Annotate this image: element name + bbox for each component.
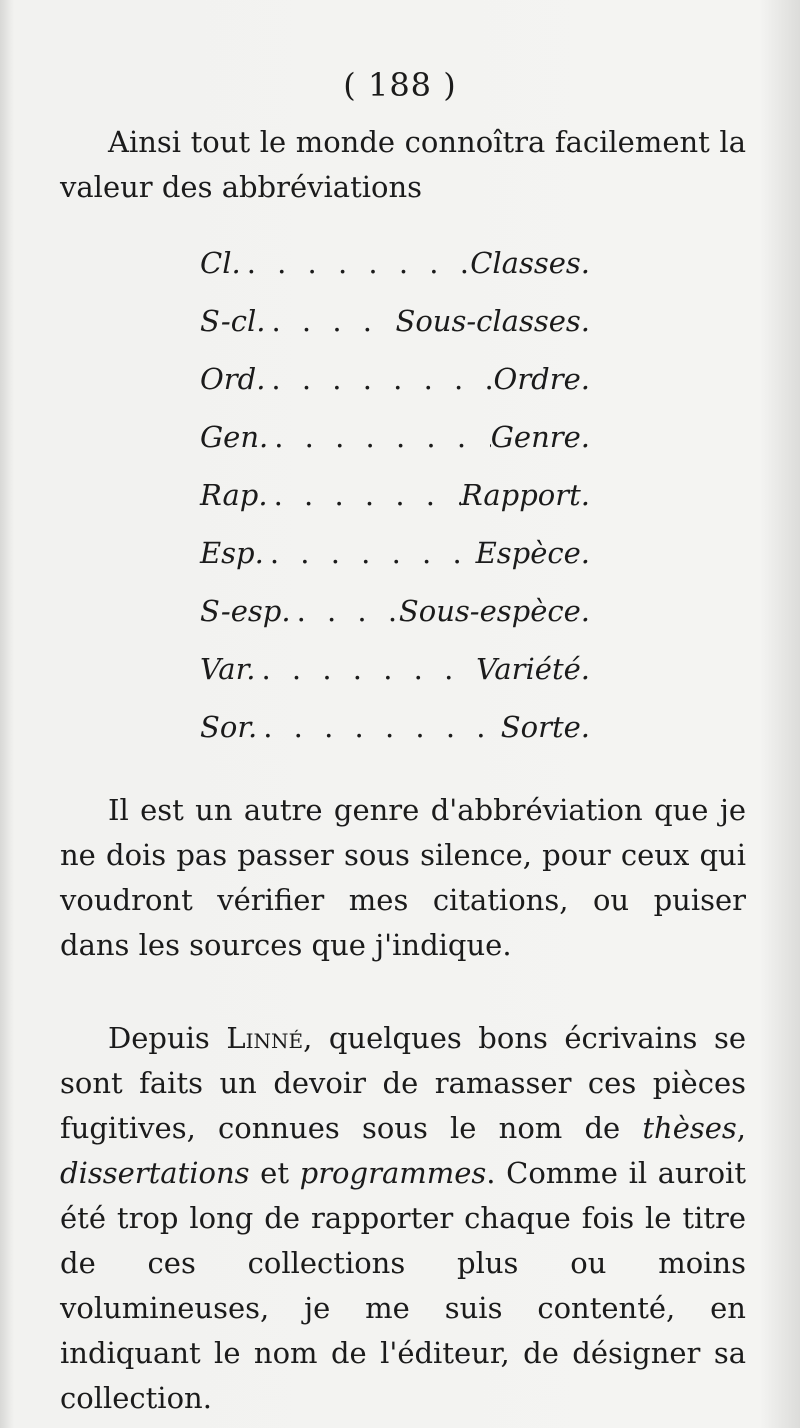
abbreviation-meaning: Sous-classes. [395, 304, 590, 338]
abbreviation-row [200, 246, 590, 304]
abbreviation: Rap. [200, 478, 268, 512]
abbreviation-meaning: Sorte. [500, 710, 590, 744]
author-name: Linné [226, 1021, 304, 1055]
dot-leader [257, 710, 501, 744]
paragraph-other-abbreviation-text: Il est un autre genre d'abbréviation que je ne dois pas passer sous silence, pour ceux qui voudront vérifier mes citations, ou puiser dans les sources que j'indique. [60, 793, 746, 962]
separator: et [249, 1156, 300, 1190]
dot-leader [241, 246, 471, 280]
abbreviation-meaning: Classes. [470, 246, 590, 280]
abbreviation: S-cl. [200, 304, 266, 338]
abbreviation: Sor. [200, 710, 258, 744]
dot-leader [255, 652, 476, 686]
abbreviation-row [200, 536, 590, 594]
abbreviation: Esp. [200, 536, 264, 570]
abbreviation-row [200, 420, 590, 478]
abbreviation: Gen. [200, 420, 269, 454]
abbreviation-row [200, 362, 590, 420]
abbreviation-meaning: Variété. [476, 652, 590, 686]
dot-leader [265, 304, 395, 338]
abbreviation-meaning: Sous-espèce. [398, 594, 590, 628]
term-theses: thèses [642, 1111, 737, 1145]
dot-leader [291, 594, 399, 628]
paragraph-other-abbreviation [60, 788, 746, 968]
abbreviation-row [200, 594, 590, 652]
abbreviation-meaning: Espèce. [475, 536, 590, 570]
dot-leader [265, 362, 493, 396]
abbreviation-row [200, 710, 590, 768]
dot-leader [268, 478, 461, 512]
abbreviation: Var. [200, 652, 256, 686]
separator: , [736, 1111, 746, 1145]
abbreviation-list [200, 246, 590, 768]
term-dissertations: dissertations [60, 1156, 250, 1190]
dot-leader [264, 536, 476, 570]
paragraph-linne-tail: . Comme il auroit été trop long de rapporter chaque fois le titre de ces collections plus ou moins volumineuses, je me suis contenté, en indiquant le nom de l'éditeur, de désigner sa collection. [60, 1156, 746, 1415]
paragraph-intro [60, 120, 746, 210]
term-programmes: programmes [299, 1156, 487, 1190]
abbreviation-row [200, 478, 590, 536]
abbreviation-row [200, 652, 590, 710]
abbreviation-meaning: Ordre. [493, 362, 590, 396]
paragraph-linne-lead: Depuis [108, 1021, 227, 1055]
paragraph-linne [60, 1016, 746, 1421]
abbreviation: Cl. [200, 246, 241, 280]
paragraph-linne-body: , quelques bons écrivains se sont faits un devoir de ramasser ces pièces fugitives, connues sous le nom de [60, 1021, 747, 1145]
paragraph-intro-text: Ainsi tout le monde connoîtra facilement la valeur des abbréviations [60, 125, 746, 204]
abbreviation: Ord. [200, 362, 266, 396]
dot-leader [268, 420, 491, 454]
page-number: ( 188 ) [343, 66, 457, 104]
abbreviation: S-esp. [200, 594, 291, 628]
abbreviation-meaning: Rapport. [460, 478, 590, 512]
abbreviation-meaning: Genre. [490, 420, 590, 454]
abbreviation-row [200, 304, 590, 362]
